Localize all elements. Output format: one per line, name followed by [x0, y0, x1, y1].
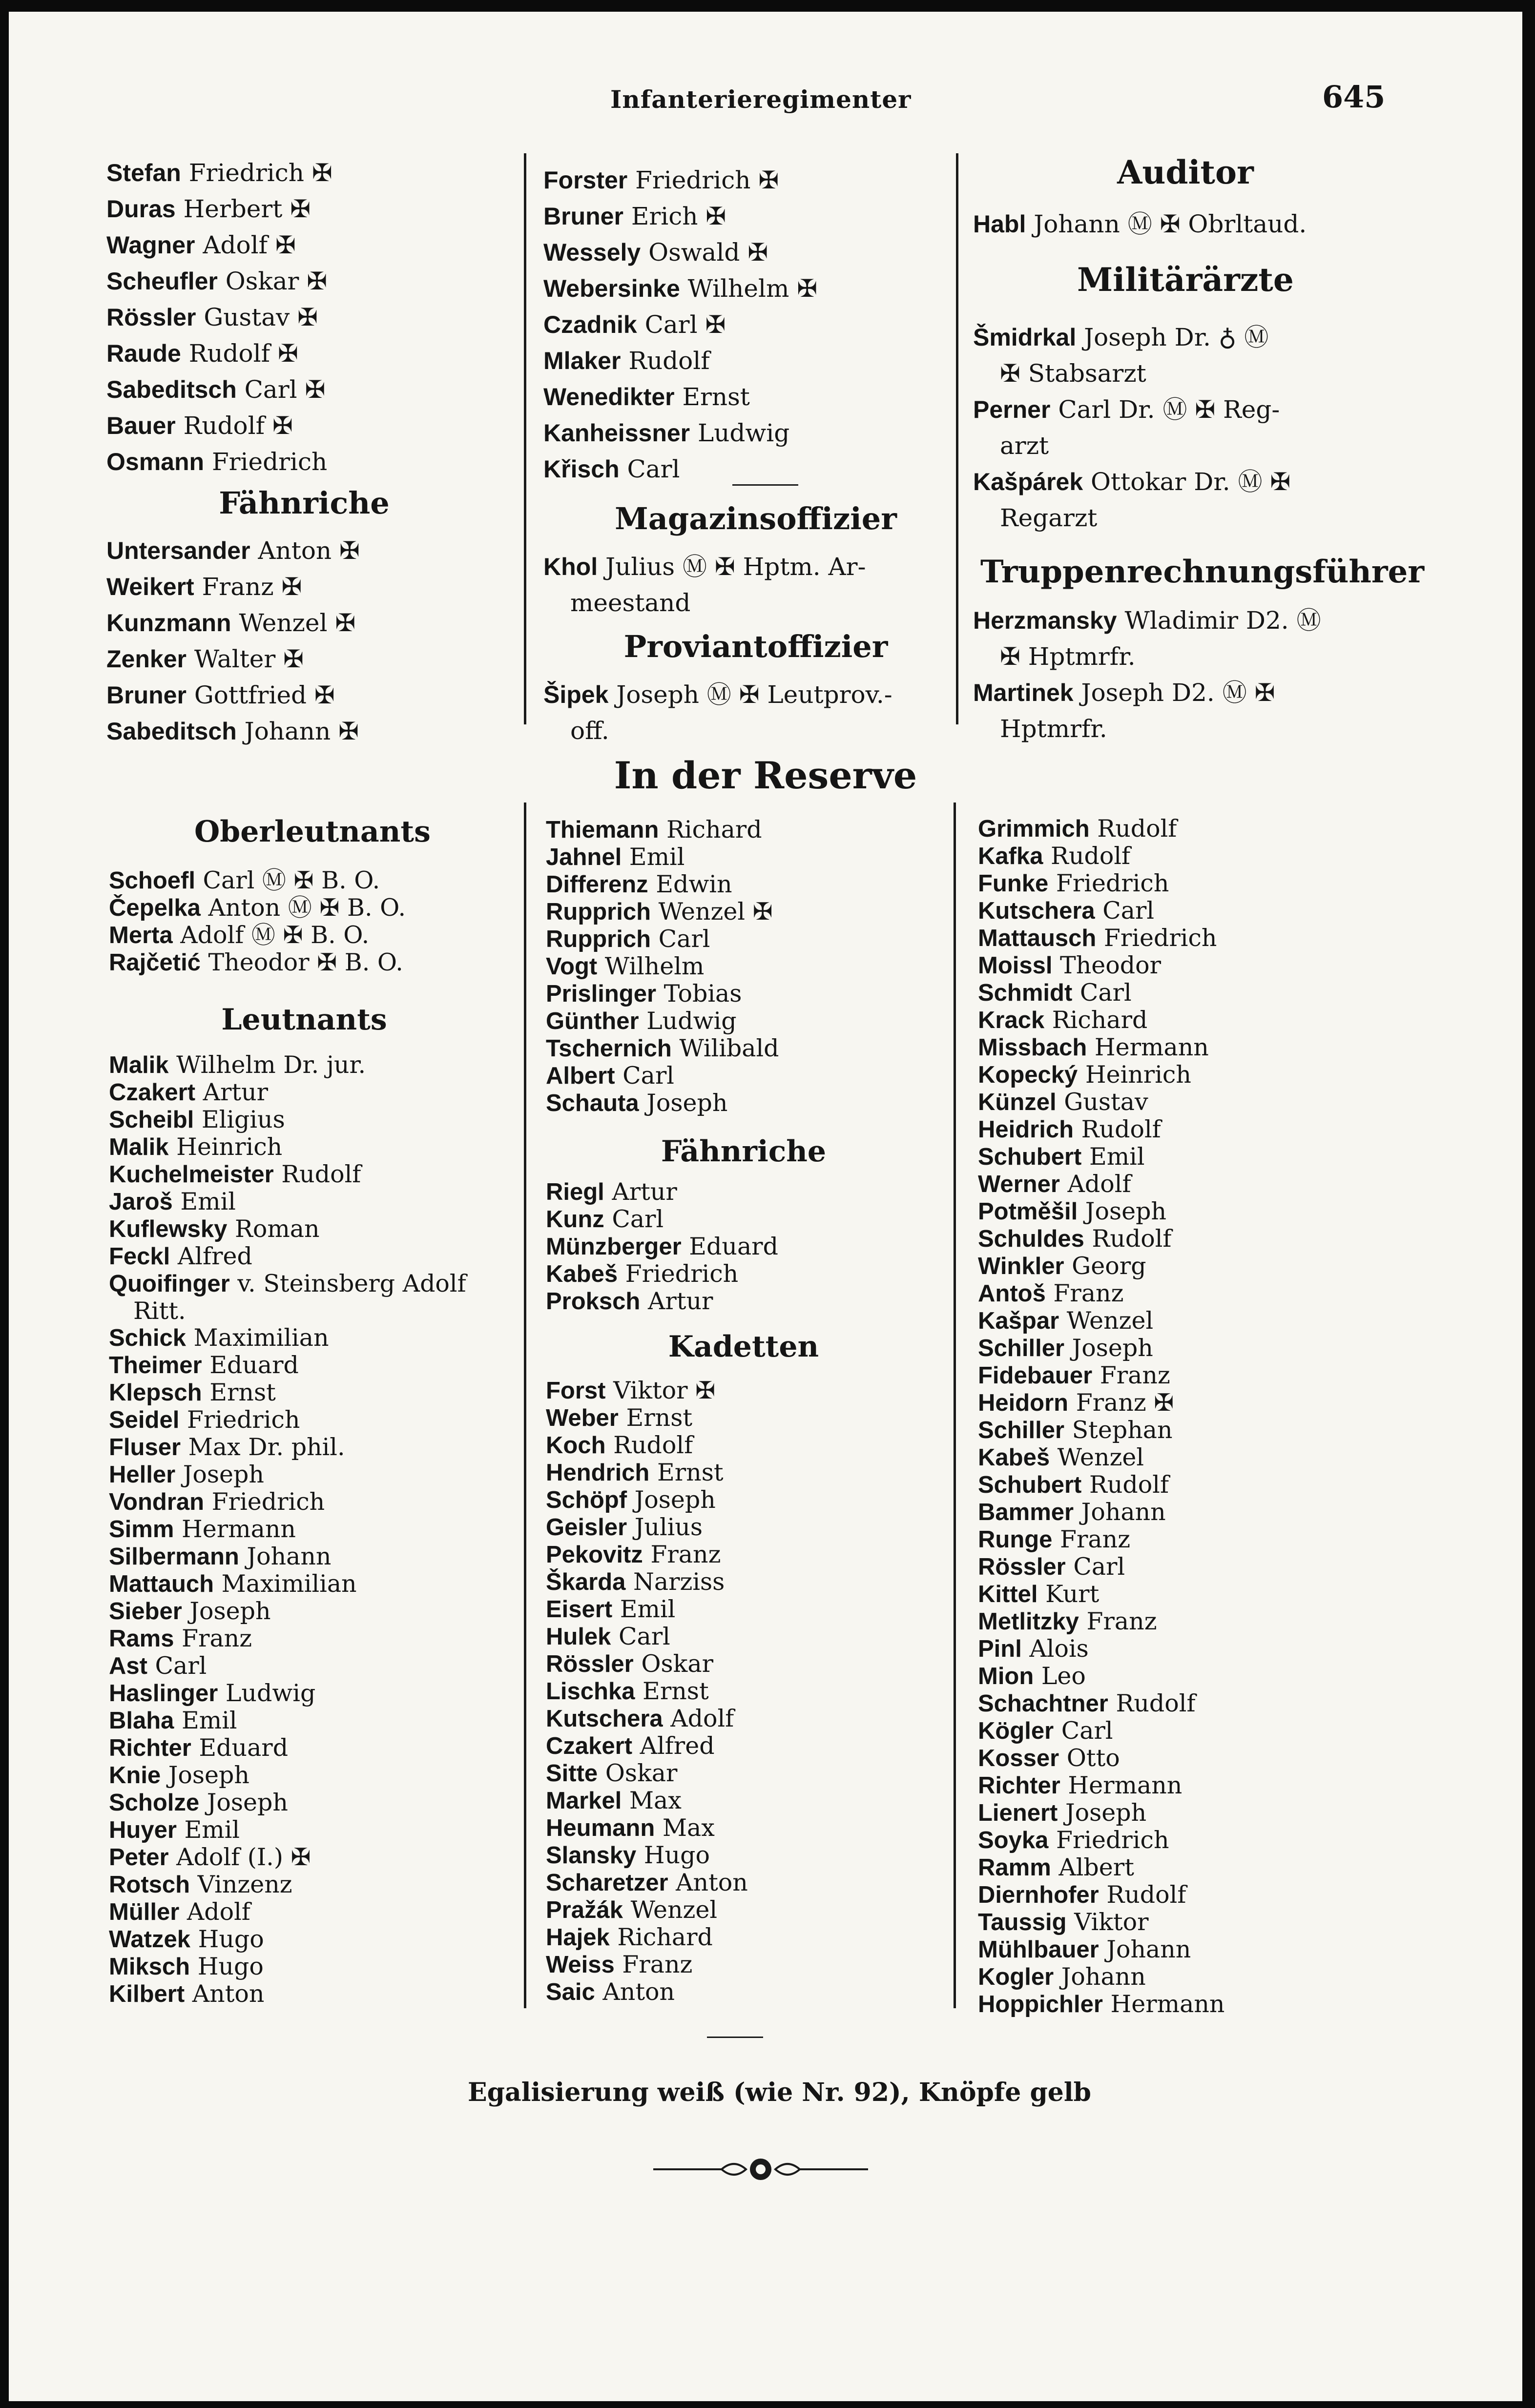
- list-item: Duras Herbert ✠: [106, 195, 311, 223]
- document-page: [9, 12, 1522, 2401]
- list-item: Künzel Gustav: [978, 1088, 1148, 1116]
- list-item: Mlaker Rudolf: [543, 347, 710, 375]
- list-item: Rössler Oskar: [546, 1650, 713, 1678]
- list-item: Kuflewsky Roman: [109, 1215, 320, 1243]
- list-item: Šipek Joseph Ⓜ ✠ Leutprov.-: [543, 680, 892, 709]
- list-item: Czadnik Carl ✠: [543, 310, 726, 339]
- list-item: Tschernich Wilibald: [546, 1034, 779, 1062]
- list-item: Kašpar Wenzel: [978, 1307, 1154, 1335]
- list-item: Schubert Rudolf: [978, 1471, 1169, 1499]
- list-item: Weber Ernst: [546, 1404, 693, 1432]
- list-item: Watzek Hugo: [109, 1925, 264, 1953]
- list-item: Lischka Ernst: [546, 1677, 709, 1705]
- list-item: Rams Franz: [109, 1625, 252, 1652]
- list-item: Pinl Alois: [978, 1635, 1089, 1663]
- heading-kadetten: Kadetten: [668, 1330, 819, 1364]
- list-item: Kafka Rudolf: [978, 842, 1131, 870]
- list-item: Hoppichler Hermann: [978, 1990, 1225, 2018]
- reserve-right-list: [978, 815, 1224, 2018]
- list-item: Heller Joseph: [109, 1461, 264, 1488]
- reserve-faehnriche-list: [546, 1178, 778, 1315]
- list-item: Forst Viktor ✠: [546, 1377, 716, 1404]
- list-item: Fluser Max Dr. phil.: [109, 1433, 345, 1461]
- list-item: Kittel Kurt: [978, 1580, 1099, 1608]
- list-item: Wagner Adolf ✠: [106, 231, 296, 259]
- column-rule: [956, 153, 958, 724]
- list-item: Heidorn Franz ✠: [978, 1389, 1174, 1417]
- list-item: Schiller Stephan: [978, 1416, 1173, 1444]
- top-middle-column: [543, 162, 817, 487]
- list-item: Rupprich Carl: [546, 925, 710, 953]
- list-item: Koch Rudolf: [546, 1431, 693, 1459]
- list-item: Schiller Joseph: [978, 1334, 1153, 1362]
- heading-truppenrechnungsfuehrer: Truppenrechnungsführer: [980, 554, 1425, 590]
- list-item: Schachtner Rudolf: [978, 1689, 1196, 1717]
- list-item: Schauta Joseph: [546, 1089, 728, 1117]
- list-item: Scheibl Eligius: [109, 1106, 285, 1133]
- list-item: Stefan Friedrich ✠: [106, 159, 332, 187]
- list-item: Lienert Joseph: [978, 1799, 1147, 1827]
- list-item: Schick Maximilian: [109, 1324, 329, 1352]
- list-item: Richter Hermann: [978, 1771, 1182, 1799]
- list-item: Diernhofer Rudolf: [978, 1881, 1186, 1909]
- heading-oberleutnants: Oberleutnants: [194, 815, 431, 849]
- magazin-entry: [543, 549, 866, 621]
- auditor-entry: [973, 206, 1307, 242]
- heading-proviantoffizier: Proviantoffizier: [623, 629, 888, 664]
- list-item: Silbermann Johann: [109, 1543, 332, 1570]
- column-rule: [524, 803, 526, 2008]
- list-item: Günther Ludwig: [546, 1007, 737, 1035]
- list-item: Thiemann Richard: [546, 816, 762, 844]
- list-item: Kanheissner Ludwig: [543, 419, 790, 447]
- list-item: Vogt Wilhelm: [546, 952, 705, 980]
- short-rule: [732, 484, 798, 486]
- list-item: Huyer Emil: [109, 1816, 240, 1844]
- list-item: arzt: [1000, 432, 1049, 460]
- list-item: Differenz Edwin: [546, 870, 732, 898]
- list-item: Haslinger Ludwig: [109, 1679, 316, 1707]
- list-item: Kabeš Wenzel: [978, 1443, 1144, 1471]
- list-item: Mion Leo: [978, 1662, 1086, 1690]
- list-item: Hulek Carl: [546, 1623, 670, 1650]
- list-item: Prislinger Tobias: [546, 980, 742, 1008]
- list-item: Theimer Eduard: [109, 1351, 299, 1379]
- list-item: Scharetzer Anton: [546, 1869, 748, 1896]
- top-left-faehnriche: [106, 533, 360, 749]
- list-item: Krack Richard: [978, 1006, 1148, 1034]
- column-rule: [954, 803, 956, 2008]
- list-item: Fidebauer Franz: [978, 1361, 1170, 1389]
- list-item: Klepsch Ernst: [109, 1379, 276, 1406]
- list-item: Ritt.: [133, 1297, 186, 1325]
- list-item: Pražák Wenzel: [546, 1896, 718, 1924]
- proviant-entry: [543, 677, 892, 749]
- list-item: Rajčetić Theodor ✠ B. O.: [109, 948, 403, 976]
- list-item: Schuldes Rudolf: [978, 1225, 1172, 1253]
- heading-militaeraerzte: Militärärzte: [1077, 261, 1294, 299]
- list-item: Geisler Julius: [546, 1513, 703, 1541]
- list-item: Kögler Carl: [978, 1717, 1113, 1745]
- list-item: Bammer Johann: [978, 1498, 1166, 1526]
- list-item: Bruner Gottfried ✠: [106, 681, 335, 709]
- list-item: Wenedikter Ernst: [543, 383, 750, 411]
- list-item: Perner Carl Dr. Ⓜ ✠ Reg-: [973, 395, 1280, 424]
- list-item: Kuchelmeister Rudolf: [109, 1160, 361, 1188]
- list-item: Czakert Alfred: [546, 1732, 715, 1760]
- list-item: Seidel Friedrich: [109, 1406, 300, 1434]
- list-item: Sabeditsch Carl ✠: [106, 375, 326, 404]
- list-item: Schöpf Joseph: [546, 1486, 716, 1514]
- oberleutnants-list: [109, 867, 406, 976]
- list-item: Sieber Joseph: [109, 1597, 271, 1625]
- list-item: Bruner Erich ✠: [543, 202, 726, 230]
- list-item: Kogler Johann: [978, 1963, 1146, 1991]
- list-item: Soyka Friedrich: [978, 1826, 1169, 1854]
- list-item: Malik Wilhelm Dr. jur.: [109, 1051, 366, 1079]
- leutnants-list: [109, 1051, 466, 2008]
- list-item: Webersinke Wilhelm ✠: [543, 274, 818, 303]
- list-item: Jaroš Emil: [109, 1188, 236, 1215]
- list-item: Simm Hermann: [109, 1515, 296, 1543]
- list-item: Regarzt: [1000, 504, 1098, 532]
- ornament-icon: [653, 2155, 868, 2184]
- list-item: meestand: [570, 589, 691, 617]
- list-item: Khol Julius Ⓜ ✠ Hptm. Ar-: [543, 553, 866, 581]
- list-item: Blaha Emil: [109, 1707, 237, 1734]
- list-item: Funke Friedrich: [978, 869, 1169, 897]
- list-item: Runge Franz: [978, 1525, 1131, 1553]
- list-item: Hptmrfr.: [1000, 715, 1107, 743]
- list-item: Schubert Emil: [978, 1143, 1145, 1171]
- list-item: Potměšil Joseph: [978, 1197, 1167, 1225]
- list-item: Pekovitz Franz: [546, 1541, 721, 1568]
- list-item: Wessely Oswald ✠: [543, 238, 768, 267]
- list-item: Kunzmann Wenzel ✠: [106, 609, 356, 637]
- list-item: Kopecký Heinrich: [978, 1061, 1191, 1089]
- list-item: Proksch Artur: [546, 1287, 713, 1315]
- list-item: Sitte Oskar: [546, 1759, 678, 1787]
- running-header: Infanterieregimenter: [610, 85, 912, 114]
- heading-auditor: Auditor: [1117, 153, 1254, 191]
- list-item: Riegl Artur: [546, 1178, 677, 1206]
- kadetten-list: [546, 1377, 748, 2006]
- list-item: Kutschera Carl: [978, 897, 1155, 925]
- list-item: Metlitzky Franz: [978, 1607, 1157, 1635]
- list-item: Eisert Emil: [546, 1595, 676, 1623]
- list-item: Jahnel Emil: [546, 843, 685, 871]
- list-item: Sabeditsch Johann ✠: [106, 717, 359, 745]
- list-item: Čepelka Anton Ⓜ ✠ B. O.: [109, 894, 406, 922]
- list-item: Werner Adolf: [978, 1170, 1131, 1198]
- list-item: Kašpárek Ottokar Dr. Ⓜ ✠: [973, 468, 1291, 496]
- list-item: Scheufler Oskar ✠: [106, 267, 328, 295]
- list-item: Raude Rudolf ✠: [106, 339, 298, 368]
- list-item: ✠ Stabsarzt: [1000, 359, 1146, 388]
- list-item: Knie Joseph: [109, 1761, 249, 1789]
- list-item: Škarda Narziss: [546, 1568, 725, 1596]
- list-item: Mühlbauer Johann: [978, 1935, 1191, 1963]
- list-item: Kilbert Anton: [109, 1980, 265, 2008]
- list-item: Kabeš Friedrich: [546, 1260, 739, 1288]
- footer-rule: [707, 2037, 763, 2038]
- list-item: Heumann Max: [546, 1814, 715, 1842]
- list-item: Rössler Gustav ✠: [106, 303, 318, 331]
- list-item: Slansky Hugo: [546, 1841, 710, 1869]
- list-item: Vondran Friedrich: [109, 1488, 325, 1516]
- list-item: Osmann Friedrich: [106, 448, 328, 476]
- footer-note: Egalisierung weiß (wie Nr. 92), Knöpfe gelb: [468, 2078, 1091, 2107]
- heading-in-der-reserve: In der Reserve: [614, 754, 917, 797]
- list-item: Zenker Walter ✠: [106, 645, 304, 673]
- list-item: Czakert Artur: [109, 1078, 269, 1106]
- list-item: Markel Max: [546, 1787, 682, 1814]
- list-item: Weiss Franz: [546, 1951, 693, 1978]
- list-item: Ramm Albert: [978, 1853, 1134, 1881]
- list-item: Heidrich Rudolf: [978, 1115, 1161, 1143]
- list-item: Malik Heinrich: [109, 1133, 283, 1161]
- list-item: Rupprich Wenzel ✠: [546, 898, 773, 926]
- aerzte-entries: [973, 319, 1290, 536]
- list-item: Kutschera Adolf: [546, 1705, 734, 1732]
- list-item: Ast Carl: [109, 1652, 207, 1680]
- heading-magazinsoffizier: Magazinsoffizier: [615, 501, 897, 536]
- list-item: Taussig Viktor: [978, 1908, 1149, 1936]
- heading-reserve-faehnriche: Fähnriche: [661, 1134, 827, 1169]
- list-item: Kosser Otto: [978, 1744, 1120, 1772]
- list-item: Habl Johann Ⓜ ✠ Obrltaud.: [973, 210, 1307, 238]
- list-item: Schoefl Carl Ⓜ ✠ B. O.: [109, 866, 380, 894]
- list-item: Rotsch Vinzenz: [109, 1871, 292, 1898]
- list-item: Weikert Franz ✠: [106, 573, 302, 601]
- list-item: Kunz Carl: [546, 1205, 664, 1233]
- top-left-column: [106, 155, 332, 480]
- list-item: Rössler Carl: [978, 1553, 1125, 1581]
- page-number: 645: [1322, 79, 1386, 115]
- list-item: Albert Carl: [546, 1062, 674, 1090]
- list-item: Forster Friedrich ✠: [543, 166, 779, 194]
- list-item: Mattausch Friedrich: [978, 924, 1217, 952]
- list-item: Antoš Franz: [978, 1279, 1124, 1307]
- list-item: Missbach Hermann: [978, 1033, 1209, 1061]
- list-item: Untersander Anton ✠: [106, 536, 360, 565]
- list-item: Herzmansky Wladimir D2. Ⓜ: [973, 606, 1321, 635]
- list-item: Martinek Joseph D2. Ⓜ ✠: [973, 679, 1275, 707]
- list-item: Münzberger Eduard: [546, 1233, 778, 1260]
- list-item: ✠ Hptmrfr.: [1000, 642, 1136, 671]
- list-item: Scholze Joseph: [109, 1789, 288, 1816]
- list-item: Miksch Hugo: [109, 1953, 264, 1980]
- list-item: Hajek Richard: [546, 1923, 713, 1951]
- list-item: Mattauch Maximilian: [109, 1570, 357, 1598]
- list-item: Bauer Rudolf ✠: [106, 412, 293, 440]
- column-rule: [524, 153, 526, 724]
- list-item: Schmidt Carl: [978, 979, 1132, 1007]
- list-item: Saic Anton: [546, 1978, 675, 2006]
- list-item: Moissl Theodor: [978, 951, 1162, 979]
- truppen-entries: [973, 602, 1321, 747]
- list-item: Grimmich Rudolf: [978, 815, 1177, 843]
- list-item: Peter Adolf (I.) ✠: [109, 1843, 311, 1871]
- list-item: Feckl Alfred: [109, 1242, 252, 1270]
- heading-leutnants: Leutnants: [221, 1003, 387, 1037]
- list-item: Winkler Georg: [978, 1252, 1146, 1280]
- list-item: Müller Adolf: [109, 1898, 250, 1926]
- list-item: Richter Eduard: [109, 1734, 289, 1762]
- list-item: Šmidrkal Joseph Dr. ♁ Ⓜ: [973, 323, 1269, 351]
- list-item: off.: [570, 717, 609, 745]
- list-item: Křisch Carl: [543, 455, 680, 483]
- list-item: Merta Adolf Ⓜ ✠ B. O.: [109, 921, 370, 949]
- list-item: Quoifinger v. Steinsberg Adolf: [109, 1270, 466, 1297]
- reserve-middle-list: [546, 816, 779, 1117]
- list-item: Hendrich Ernst: [546, 1459, 724, 1486]
- heading-faehnriche: Fähnriche: [219, 485, 390, 521]
